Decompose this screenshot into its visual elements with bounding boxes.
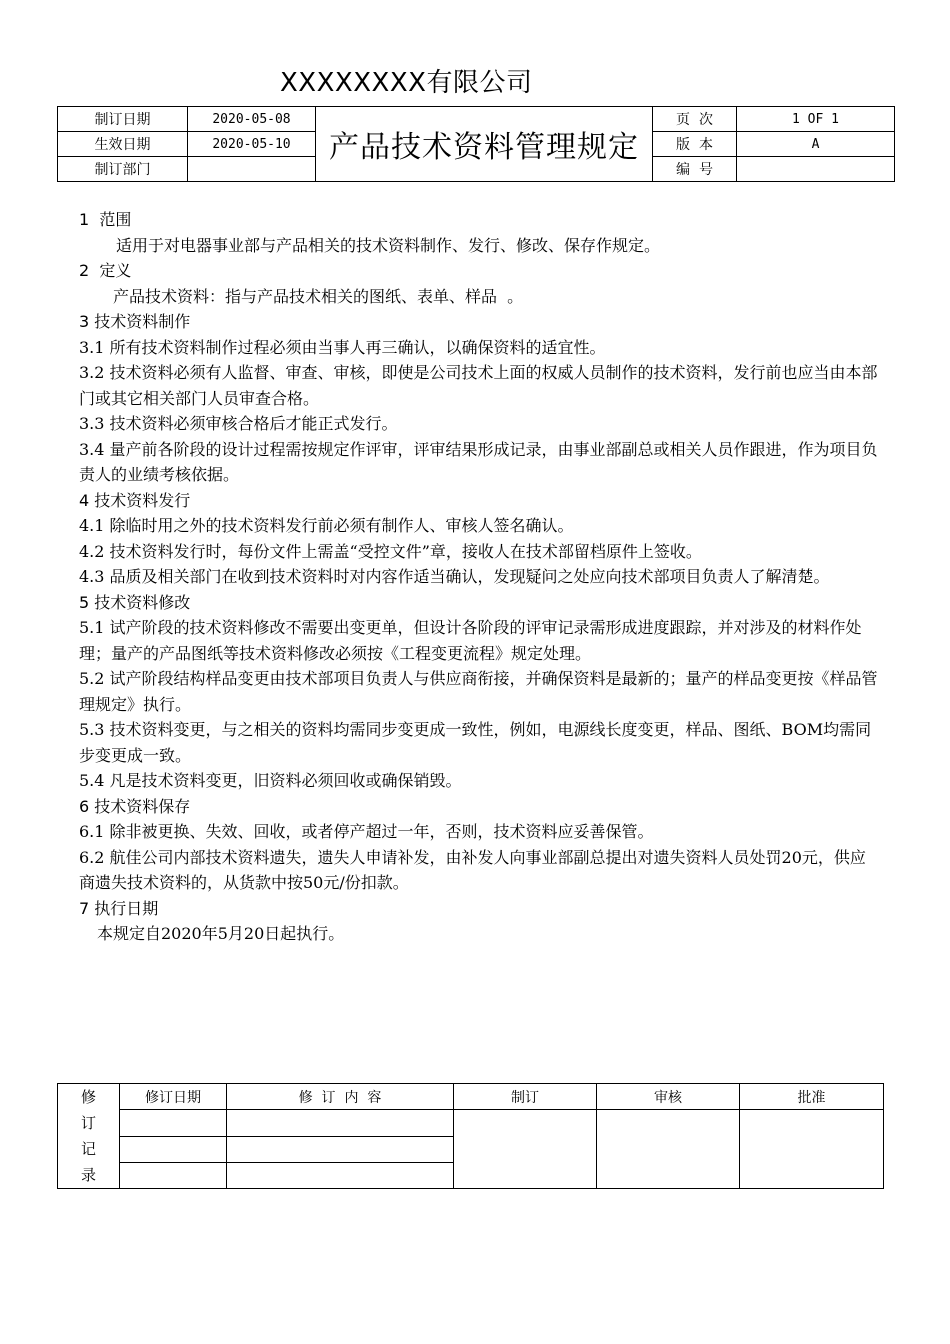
section-title-5: 5 技术资料修改 <box>79 592 191 612</box>
clause-6-2: 6.2 航佳公司内部技术资料遗失，遗失人申请补发，由补发人向事业部副总提出对遗失资料人员处罚20元，供应商遗失技术资料的，从货款中按50元/份扣款。 <box>79 847 866 892</box>
clause-3-1: 3.1 所有技术资料制作过程必须由当事人再三确认，以确保资料的适宜性。 <box>79 337 606 357</box>
revision-content-cell <box>227 1163 454 1189</box>
clause-5-1: 5.1 试产阶段的技术资料修改不需要出变更单，但设计各阶段的评审记录需形成进度跟踪，并对涉及的材料作处理；量产的产品图纸等技术资料修改必须按《工程变更流程》规定处理。 <box>79 618 862 663</box>
clause-4-1: 4.1 除临时用之外的技术资料发行前必须有制作人、审核人签名确认。 <box>79 516 574 535</box>
revision-date-cell <box>120 1163 227 1189</box>
section-title-4: 4 技术资料发行 <box>79 490 191 510</box>
section-title-3: 3 技术资料制作 <box>79 312 191 331</box>
clause-3-2: 3.2 技术资料必须有人监督、审查、审核，即使是公司技术上面的权威人员制作的技术资料，发行前也应当由本部门或其它相关部门人员审查合格。 <box>79 363 878 408</box>
revision-content-cell <box>227 1137 454 1163</box>
value-department <box>188 157 316 182</box>
label-department: 制订部门 <box>58 157 188 182</box>
revision-record-label <box>58 1084 120 1189</box>
revision-label-char: 修 <box>80 1088 96 1106</box>
revision-label-char: 录 <box>80 1166 96 1184</box>
label-version: 版 本 <box>653 132 737 157</box>
approved-by-cell <box>740 1110 884 1189</box>
section-title-7: 7 执行日期 <box>79 898 159 918</box>
reviewed-by-cell <box>597 1110 740 1189</box>
made-by-cell <box>454 1110 597 1189</box>
revision-date-header: 修订日期 <box>120 1084 227 1110</box>
value-issue-date: 2020-05-08 <box>188 107 316 132</box>
made-by-header: 制订 <box>454 1084 597 1110</box>
section-text-7: 本规定自2020年5月20日起执行。 <box>97 924 345 943</box>
header-table <box>57 106 895 182</box>
clause-3-3: 3.3 技术资料必须审核合格后才能正式发行。 <box>79 414 398 433</box>
revision-label-char: 记 <box>80 1140 96 1158</box>
section-title-6: 6 技术资料保存 <box>79 796 191 816</box>
revision-record-table <box>57 1083 884 1189</box>
section-text-2: 产品技术资料：指与产品技术相关的图纸、表单、样品 。 <box>113 286 524 306</box>
clause-5-3: 5.3 技术资料变更，与之相关的资料均需同步变更成一致性，例如，电源线长度变更，样品、图纸、BOM均需同步变更成一致。 <box>79 720 872 765</box>
clause-3-4: 3.4 量产前各阶段的设计过程需按规定作评审，评审结果形成记录，由事业部副总或相关人员作跟进，作为项目负责人的业绩考核依据。 <box>79 439 878 484</box>
value-version: A <box>737 132 895 157</box>
document-body <box>79 207 879 947</box>
section-text-1: 适用于对电器事业部与产品相关的技术资料制作、发行、修改、保存作规定。 <box>116 235 661 255</box>
company-name: XXXXXXXX有限公司 <box>280 68 533 98</box>
clause-4-3: 4.3 品质及相关部门在收到技术资料时对内容作适当确认，发现疑问之处应向技术部项目负责人了解清楚。 <box>79 567 830 586</box>
section-title-1: 1 范围 <box>79 210 132 229</box>
clause-5-2: 5.2 试产阶段结构样品变更由技术部项目负责人与供应商衔接，并确保资料是最新的；量产的样品变更按《样品管理规定》执行。 <box>79 669 878 714</box>
revision-date-cell <box>120 1110 227 1137</box>
clause-5-4: 5.4 凡是技术资料变更，旧资料必须回收或确保销毁。 <box>79 771 462 790</box>
revision-content-cell <box>227 1110 454 1137</box>
label-number: 编 号 <box>653 157 737 182</box>
revision-content-header: 修 订 内 容 <box>227 1084 454 1110</box>
value-effective-date: 2020-05-10 <box>188 132 316 157</box>
approved-by-header: 批准 <box>740 1084 884 1110</box>
document-title: 产品技术资料管理规定 <box>316 107 653 182</box>
label-effective-date: 生效日期 <box>58 132 188 157</box>
clause-4-2: 4.2 技术资料发行时，每份文件上需盖“受控文件”章，接收人在技术部留档原件上签收。 <box>79 541 702 561</box>
revision-label-char: 订 <box>80 1114 96 1132</box>
value-number <box>737 157 895 182</box>
label-issue-date: 制订日期 <box>58 107 188 132</box>
clause-6-1: 6.1 除非被更换、失效、回收，或者停产超过一年，否则，技术资料应妥善保管。 <box>79 822 654 841</box>
revision-date-cell <box>120 1137 227 1163</box>
value-page: 1 OF 1 <box>737 107 895 132</box>
section-title-2: 2 定义 <box>79 261 132 280</box>
label-page: 页 次 <box>653 107 737 132</box>
reviewed-by-header: 审核 <box>597 1084 740 1110</box>
